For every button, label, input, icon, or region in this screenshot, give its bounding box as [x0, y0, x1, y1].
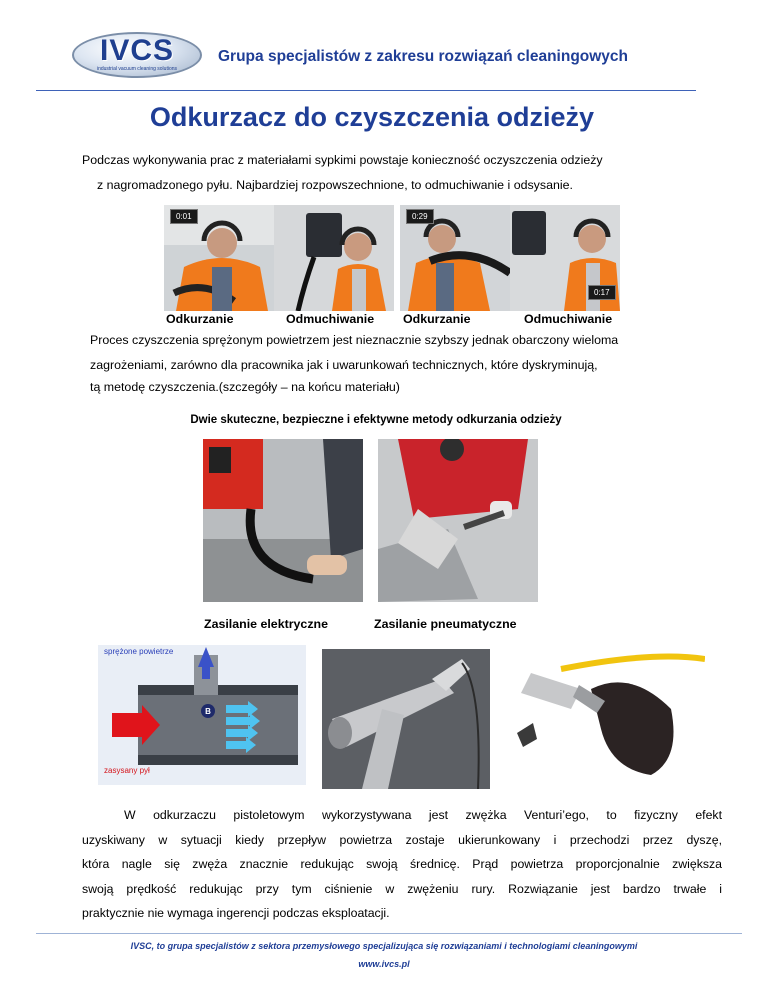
photo-blowing-1 [274, 205, 394, 311]
label-sucked-dust: zasysany pył [104, 766, 150, 775]
body-line-2: zagrożeniami, zarówno dla pracownika jak i uwarunkowań technicznych, które dyskryminują, [90, 358, 598, 372]
logo-wordmark: IVCS [99, 34, 175, 67]
photo-nozzle-bag [501, 649, 705, 779]
description-line-3: która nagle się zwęża znacznie redukując swoją średnicę. Prąd powietrza proporcjonalnie zwiększa [82, 857, 722, 872]
venturi-description [82, 803, 722, 926]
photo-blowing-2 [510, 205, 620, 311]
photo-pneumatic-vacuum [378, 439, 538, 602]
footer-url-link[interactable]: www.ivcs.pl [358, 959, 410, 969]
caption-electric: Zasilanie elektryczne [204, 617, 328, 631]
timestamp-1: 0:01 [170, 209, 198, 224]
intro-line-2: z nagromadzonego pyłu. Najbardziej rozpowszechnione, to odmuchiwanie i odsysanie. [97, 178, 573, 192]
caption-vacuuming-2: Odkurzanie [403, 312, 471, 326]
caption-blowing-2: Odmuchiwanie [524, 312, 613, 326]
page-title: Odkurzacz do czyszczenia odzieży [149, 102, 595, 132]
caption-vacuuming-1: Odkurzanie [166, 312, 234, 326]
description-line-2: uzyskiwany w sytuacji kiedy przepływ powietrza zostaje ukierunkowany i przechodzi przez dyszę, [82, 832, 722, 847]
logo-tagline: industrial vacuum cleaning solutions [96, 66, 178, 72]
label-compressed-air: sprężone powietrze [104, 647, 174, 656]
description-line-4: swoją prędkość redukując przy tym ciśnienie w zwężeniu rury. Rozwiązanie jest bardzo trwałe i [82, 881, 722, 896]
venturi-marker: B [205, 707, 211, 716]
section-subheading: Dwie skuteczne, bezpieczne i efektywne metody odkurzania odzieży [190, 414, 562, 426]
description-line-5: praktycznie nie wymaga ingerencji podczas eksploatacji. [82, 906, 390, 921]
description-line-1: W odkurzaczu pistoletowym wykorzystywana jest zwężka Venturi’ego, to fizyczny efekt [124, 808, 722, 822]
venturi-diagram [98, 645, 306, 785]
ivcs-logo [72, 32, 202, 78]
header-tagline: Grupa specjalistów z zakresu rozwiązań cleaningowych [218, 48, 629, 65]
caption-pneumatic: Zasilanie pneumatyczne [374, 617, 517, 631]
photo-vacuuming-1 [164, 205, 274, 311]
header-divider [36, 90, 696, 91]
photo-vacuuming-2 [400, 205, 510, 311]
caption-blowing-1: Odmuchiwanie [286, 312, 375, 326]
photo-venturi-gun [322, 649, 490, 789]
footer-divider [36, 933, 742, 934]
body-line-3: tą metodę czyszczenia.(szczegóły – na końcu materiału) [90, 380, 400, 394]
timestamp-2: 0:29 [406, 209, 434, 224]
body-line-1: Proces czyszczenia sprężonym powietrzem jest nieznacznie szybszy jednak obarczony wieloma [90, 333, 619, 347]
footer-text: IVSC, to grupa specjalistów z sektora przemysłowego specjalizująca się rozwiązaniami i technologiami cleaningowymi [130, 941, 638, 951]
timestamp-3: 0:17 [588, 285, 616, 300]
photo-electric-vacuum [203, 439, 363, 602]
intro-line-1: Podczas wykonywania prac z materiałami sypkimi powstaje konieczność oczyszczenia odzieży [82, 153, 603, 167]
